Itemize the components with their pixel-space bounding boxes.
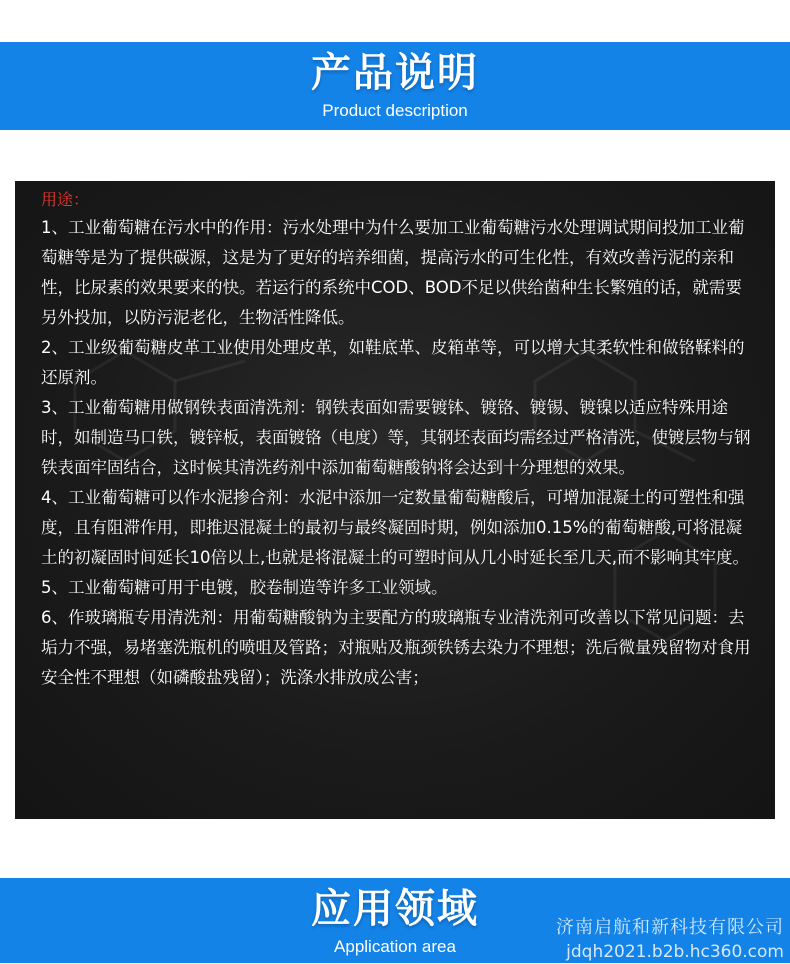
footer-subtitle: Application area [334,937,456,956]
usage-label: 用途： [41,190,90,209]
usage-paragraph-2: 2、工业级葡萄糖皮革工业使用处理皮革，如鞋底革、皮箱革等，可以增大其柔软性和做铬鞣料的还原剂。 [41,338,745,387]
description-panel [15,181,775,819]
description-content [41,187,753,693]
site-watermark [556,916,784,964]
header-subtitle: Product description [322,101,468,120]
usage-paragraph-4: 4、工业葡萄糖可以作水泥掺合剂：水泥中添加一定数量葡萄糖酸后，可增加混凝土的可塑性和强度，且有阻滞作用，即推迟混凝土的最初与最终凝固时期，例如添加0.15%的葡萄糖酸,可将混凝土的初凝固时间延长10倍以上,也就是将混凝土的可塑时间从几小时延长至几天,而不影响其牢度。 [41,488,749,567]
watermark-company: 济南启航和新科技有限公司 [556,917,784,938]
watermark-url: jdqh2021.b2b.hc360.com [566,942,784,962]
usage-paragraph-1: 1、工业葡萄糖在污水中的作用：污水处理中为什么要加工业葡萄糖污水处理调试期间投加工业葡萄糖等是为了提供碳源，这是为了更好的培养细菌，提高污水的可生化性，有效改善污泥的亲和性，比尿素的效果要来的快。若运行的系统中COD、BOD不足以供给菌种生长繁殖的话，就需要另外投加，以防污泥老化，生物活性降低。 [41,218,745,327]
usage-paragraph-6: 6、作玻璃瓶专用清洗剂：用葡萄糖酸钠为主要配方的玻璃瓶专业清洗剂可改善以下常见问题：去垢力不强，易堵塞洗瓶机的喷咀及管路；对瓶贴及瓶颈铁锈去染力不理想；洗后微量残留物对食用安全性不理想（如磷酸盐残留）；洗涤水排放成公害； [41,608,751,687]
usage-paragraph-3: 3、工业葡萄糖用做钢铁表面清洗剂：钢铁表面如需要镀钵、镀铬、镀锡、镀镍以适应特殊用途时，如制造马口铁，镀锌板，表面镀铬（电度）等，其钢坯表面均需经过严格清洗，使镀层物与钢铁表面牢固结合，这时候其清洗药剂中添加葡萄糖酸钠将会达到十分理想的效果。 [41,398,751,477]
usage-paragraph-5: 5、工业葡萄糖可用于电镀，胶卷制造等许多工业领域。 [41,578,448,597]
header-banner [0,42,790,130]
footer-title: 应用领域 [311,886,479,932]
header-title: 产品说明 [311,50,479,96]
